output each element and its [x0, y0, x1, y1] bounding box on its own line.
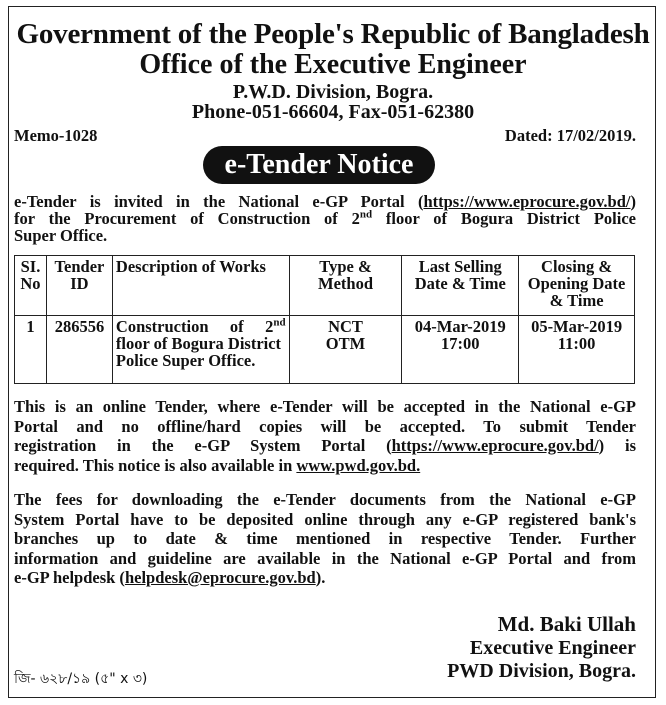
cell-closing: 05-Mar-2019 11:00	[519, 316, 635, 384]
cell-last-selling: 04-Mar-2019 17:00	[402, 316, 519, 384]
signatory-name: Md. Baki Ullah	[497, 612, 636, 636]
contact-heading: Phone-051-66604, Fax-051-62380	[191, 101, 475, 123]
helpdesk-email-link[interactable]: helpdesk@eprocure.gov.bd	[124, 568, 316, 587]
portal-link[interactable]: https://www.eprocure.gov.bd/	[423, 192, 631, 211]
intro-paragraph	[14, 193, 636, 244]
memo-date: Dated: 17/02/2019.	[504, 126, 636, 145]
fees-paragraph: The fees for downloading the e-Tender documents from the National e-GP System Portal have to be deposited online through any e-GP registered bank's branches up to date & time mentioned in respective Tender. Further information and guideline are available in the National e-GP Portal and from e-GP helpdesk (helpdesk@eprocure.gov.bd).	[14, 490, 636, 587]
online-tender-paragraph: This is an online Tender, where e-Tender will be accepted in the National e-GP Portal and no offline/hard copies will be accepted. To submit Tender registration in the e-GP System Portal (https://www.eprocure.gov.bd/) is required. This notice is also available in www.pwd.gov.bd.	[14, 397, 637, 475]
col-closing: Closing & Opening Date & Time	[519, 256, 635, 316]
memo-number: Memo-1028	[14, 126, 98, 145]
col-tender-id: Tender ID	[46, 256, 112, 316]
cell-description: Construction of 2nd floor of Bogura District Police Super Office.	[112, 316, 289, 384]
notice-title: e-Tender Notice	[203, 146, 435, 184]
cell-type: NCT OTM	[289, 316, 402, 384]
intro-line-2: for the Procurement of Construction of 2nd floor of Bogura District Police	[14, 208, 636, 228]
print-reference: জি- ৬২৮/১৯ (৫" x ৩)	[14, 671, 148, 687]
intro-line-1: e-Tender is invited in the National e-GP Portal (https://www.eprocure.gov.bd/)	[14, 192, 636, 211]
division-heading: P.W.D. Division, Bogra.	[232, 81, 434, 103]
col-sl: SI. No	[15, 256, 47, 316]
table-row	[15, 316, 635, 384]
table-header-row	[15, 256, 635, 316]
intro-line-3: Super Office.	[14, 226, 108, 245]
signatory-designation: Executive Engineer	[469, 637, 636, 659]
col-description: Description of Works	[112, 256, 289, 316]
office-heading: Office of the Executive Engineer	[139, 49, 527, 80]
cell-sl: 1	[15, 316, 47, 384]
signatory-office: PWD Division, Bogra.	[447, 660, 636, 682]
govt-heading: Government of the People's Republic of Bangladesh	[16, 18, 650, 50]
col-type: Type & Method	[289, 256, 402, 316]
pwd-website-link[interactable]: www.pwd.gov.bd.	[296, 455, 421, 475]
tender-table	[14, 255, 635, 384]
col-last-selling: Last Selling Date & Time	[402, 256, 519, 316]
egp-portal-link[interactable]: https://www.eprocure.gov.bd/	[391, 436, 599, 455]
cell-tender-id: 286556	[46, 316, 112, 384]
